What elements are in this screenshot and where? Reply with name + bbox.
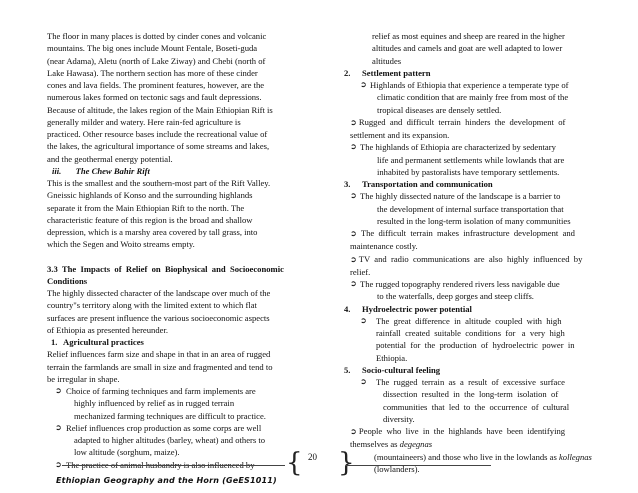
left-column	[47, 30, 334, 471]
text-line: surfaces are present influence the various socioeconomic aspects	[47, 312, 270, 323]
text-line: resulted in the long-term isolation of many communities	[377, 215, 571, 226]
bullet-text: TV and radio communications are also highly influenced by	[358, 253, 583, 264]
text-line: adapted to higher altitudes (barley, wheat) and others to	[74, 435, 266, 445]
text-line	[350, 253, 604, 266]
heading-text: Hydroelectric power potential	[362, 303, 472, 314]
arrow-bullet-icon: ➲	[350, 191, 357, 201]
text-line: communities that led to the occurrence of cultural	[383, 401, 570, 412]
term-degegnas: degegnas	[399, 439, 433, 450]
text-line	[350, 116, 604, 129]
heading-text: Socio-cultural feeling	[362, 364, 441, 375]
arrow-bullet-icon: ➲	[55, 386, 62, 395]
bullet-cultural-diversity	[344, 376, 604, 425]
text-line: Lake Hawasa). The northern section has more of these cinder	[47, 67, 258, 78]
text-line: The highly dissected character of the landscape over much of the	[47, 288, 271, 298]
heading-settlement-pattern	[344, 67, 604, 79]
heading-text: Transportation and communication	[362, 179, 493, 189]
text-line: and the geothermal energy potential.	[47, 153, 173, 164]
paragraph-chew-bahir	[47, 177, 334, 251]
bullet-altitude-rainfall	[344, 315, 604, 364]
bullet-dissected-landscape	[344, 190, 604, 227]
text-line: potential for the production of hydroelectric power in	[376, 340, 575, 351]
text-line: generally milder and watery. Here rain-fed agriculture is	[47, 116, 241, 127]
text-line	[350, 425, 604, 438]
text-line: relief.	[350, 266, 371, 277]
text-line: Ethiopia.	[376, 352, 408, 363]
bullet-farming-techniques	[47, 385, 334, 422]
brace-right-icon: }	[338, 448, 355, 478]
subheading-chew-bahir	[47, 165, 334, 177]
bullet-rugged-terrain-settlement	[344, 116, 604, 142]
text-line: inhabited by pastoralists have temporary settlements.	[377, 166, 560, 177]
bullet-tv-radio	[344, 253, 604, 279]
text-line: (lowlanders).	[374, 463, 420, 474]
text-line: The rugged topography rendered rivers less navigable due	[360, 279, 560, 289]
text-line: The great difference in altitude coupled with high	[376, 315, 562, 326]
heading-number: 4.	[344, 303, 351, 314]
text-line: Relief influences crop production as some corps are well	[66, 422, 262, 433]
footer-rule-right	[346, 465, 491, 466]
text-line: be irregular in shape.	[47, 373, 120, 384]
text-line: Highlands of Ethiopia that experience a temperate type of	[370, 80, 569, 90]
subheading-number: iii.	[52, 165, 62, 176]
subheading-text: The Chew Bahir Rift	[75, 165, 150, 176]
paragraph-intro	[47, 287, 334, 336]
arrow-bullet-icon: ➲	[360, 80, 367, 89]
text-line: mechanized farming techniques are difficult to practice.	[74, 410, 266, 421]
text-run: themselves as	[350, 439, 400, 450]
term-kollegnas: kollegnas	[558, 451, 592, 462]
text-line: (near Adama), Aletu (north of Lake Ziway) and Chebi (north of	[47, 55, 266, 66]
bullet-text: People who live in the highlands have been identifying	[358, 426, 566, 436]
arrow-bullet-icon: ➲	[350, 142, 357, 152]
text-line: country"s territory along with the limited extent to which flat	[47, 300, 257, 311]
arrow-bullet-icon: ➲	[350, 427, 357, 436]
heading-hydroelectric	[344, 303, 604, 315]
arrow-bullet-icon: ➲	[55, 422, 62, 432]
paragraph-lakes	[47, 30, 334, 165]
section-heading-line: 3.3 The Impacts of Relief on Biophysical and Socioeconomic	[47, 263, 284, 274]
text-line: separate it from the Main Ethiopian Rift to the north. The	[47, 202, 245, 213]
text-line: of Ethiopia as presented hereunder.	[47, 324, 168, 335]
text-line: tropical diseases are densely settled.	[377, 104, 502, 115]
text-line: The highlands of Ethiopia are characterized by sedentary	[360, 142, 556, 153]
text-line: rainfall created suitable conditions for a very high	[376, 328, 565, 338]
text-line: The rugged terrain as a result of excessive surface	[376, 377, 565, 387]
text-line: The practice of animal husbandry is also influenced by	[66, 459, 255, 470]
text-line: settlement and its expansion.	[350, 130, 450, 140]
text-line: Because of altitude, the lakes region of the Main Ethiopian Rift is	[47, 104, 273, 115]
section-heading-3-3	[47, 263, 334, 288]
continuation-animal-husbandry	[344, 30, 604, 67]
arrow-bullet-icon: ➲	[360, 315, 367, 325]
page-number: 20	[308, 452, 317, 462]
text-line: depression, which is a marshy area covered by tall grass, into	[47, 227, 258, 237]
text-line: cones and lava fields. The prominent features, however, are the	[47, 80, 265, 90]
text-line: diversity.	[383, 413, 415, 424]
footer-rule-left	[62, 465, 285, 466]
text-line: altitudes	[372, 55, 402, 66]
text-line: which the Segen and Woito streams empty.	[47, 239, 195, 250]
heading-number: 3.	[344, 179, 351, 189]
text-line: practiced. Other resource bases include the recreational value of	[47, 129, 268, 139]
heading-number: 5.	[344, 364, 351, 375]
text-line: Choice of farming techniques and farm implements are	[66, 386, 256, 396]
brace-left-icon: {	[286, 448, 303, 478]
text-line: maintenance costly.	[350, 241, 418, 252]
text-line: highly influenced by relief as in rugged terrain	[74, 398, 235, 409]
page-footer	[0, 440, 638, 493]
footer-book-title: Ethiopian Geography and the Horn (GeES1011)	[56, 476, 277, 485]
arrow-bullet-icon: ➲	[350, 229, 357, 238]
text-line: life and permanent settlements while lowlands that are	[377, 154, 565, 165]
arrow-bullet-icon: ➲	[55, 459, 62, 469]
bullet-difficult-terrain	[344, 227, 604, 253]
section-heading-line: Conditions	[47, 275, 88, 286]
bullet-text: Rugged and difficult terrain hinders the development of	[358, 116, 566, 127]
right-column	[344, 30, 604, 475]
bullet-rivers-navigable	[344, 278, 604, 303]
text-line: to the waterfalls, deep gorges and steep cliffs.	[377, 291, 534, 302]
text-line	[350, 227, 604, 240]
text-line: characteristic feature of this region is the broad and shallow	[47, 214, 253, 225]
text-line: Relief influences farm size and shape in that in an area of rugged	[47, 349, 271, 360]
heading-text: Settlement pattern	[362, 67, 431, 78]
text-line: The highly dissected nature of the landscape is a barrier to	[360, 191, 561, 202]
heading-socio-cultural	[344, 364, 604, 376]
bullet-sedentary-life	[344, 141, 604, 178]
text-line: low altitude (sorghum, maize).	[74, 447, 180, 458]
paragraph-farm-size	[47, 348, 334, 385]
bullet-highlands-settled	[344, 79, 604, 116]
text-line: the lakes, the agricultural importance of some streams and lakes,	[47, 141, 270, 152]
arrow-bullet-icon: ➲	[350, 254, 357, 264]
heading-transportation	[344, 178, 604, 190]
text-line: relief as most equines and sheep are reared in the higher	[372, 31, 565, 41]
text-line: numerous lakes formed on tectonic sags and fault depressions.	[47, 92, 262, 103]
text-line: dissection resulted in the long-term isolation of	[383, 389, 559, 400]
text-line: Gneissic highlands of Konso and the surrounding highlands	[47, 190, 253, 201]
arrow-bullet-icon: ➲	[350, 117, 357, 127]
heading-number: 1.	[51, 337, 58, 347]
text-line: altitudes and camels and goat are well adapted to lower	[372, 43, 563, 54]
text-line: The floor in many places is dotted by cinder cones and volcanic	[47, 31, 267, 41]
arrow-bullet-icon: ➲	[350, 279, 357, 288]
heading-text: Agricultural practices	[63, 337, 144, 347]
bullet-text: The difficult terrain makes infrastructure development and	[356, 228, 575, 238]
text-line: the development of internal surface transportation that	[377, 203, 564, 214]
heading-number: 2.	[344, 67, 351, 78]
text-line: This is the smallest and the southern-most part of the Rift Valley.	[47, 178, 271, 188]
text-run: (mountaineers) and those who live in the lowlands as	[374, 451, 559, 462]
text-line: mountains. The big ones include Mount Fentale, Boseti-guda	[47, 43, 258, 54]
arrow-bullet-icon: ➲	[360, 377, 367, 386]
heading-agricultural-practices	[47, 336, 334, 348]
text-line: climatic condition that are mainly free from most of the	[377, 92, 569, 103]
text-line: terrain the farmlands are small in size and fragmented and tend to	[47, 361, 273, 372]
